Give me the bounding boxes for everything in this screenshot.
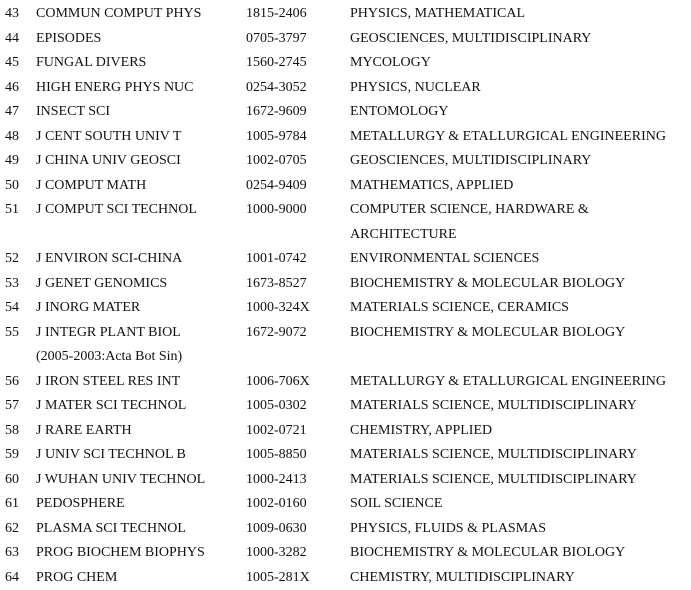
- journal-category: SOIL SCIENCE: [350, 496, 443, 511]
- journal-category: BIOCHEMISTRY & MOLECULAR BIOLOGY: [350, 545, 626, 560]
- table-row: [0, 394, 691, 419]
- row-number: 51: [5, 202, 19, 217]
- table-row: [0, 27, 691, 52]
- journal-title: PROG BIOCHEM BIOPHYS: [36, 545, 205, 560]
- journal-issn: 1000-9000: [246, 202, 307, 217]
- row-number: 61: [5, 496, 19, 511]
- journal-title: EPISODES: [36, 30, 102, 46]
- journal-category: MATERIALS SCIENCE, CERAMICS: [350, 300, 569, 315]
- journal-category: ENTOMOLOGY: [350, 104, 449, 119]
- journal-table: [0, 2, 691, 590]
- journal-title: PROG CHEM: [36, 569, 118, 585]
- journal-title: FUNGAL DIVERS: [36, 55, 147, 70]
- journal-issn: 1002-0705: [246, 153, 307, 168]
- journal-category: MATERIALS SCIENCE, MULTIDISCIPLINARY: [350, 398, 637, 413]
- journal-issn: 1000-3282: [246, 545, 307, 560]
- table-row: [0, 174, 691, 199]
- journal-issn: 1000-2413: [246, 471, 307, 487]
- journal-category: ENVIRONMENTAL SCIENCES: [350, 251, 540, 266]
- journal-issn: 1002-0160: [246, 496, 307, 511]
- table-row: [0, 247, 691, 272]
- table-row: [0, 541, 691, 566]
- table-row: [0, 566, 691, 590]
- table-row: [0, 321, 691, 370]
- journal-title: PLASMA SCI TECHNOL: [36, 520, 186, 536]
- journal-title: J COMPUT SCI TECHNOL: [36, 202, 197, 217]
- journal-title: J COMPUT MATH: [36, 177, 147, 193]
- row-number: 53: [5, 275, 19, 291]
- row-number: 55: [5, 324, 19, 340]
- journal-issn: 1815-2406: [246, 6, 307, 21]
- table-row: [0, 443, 691, 468]
- journal-title: HIGH ENERG PHYS NUC: [36, 79, 194, 95]
- journal-title: J INTEGR PLANT BIOL: [36, 324, 181, 340]
- row-number: 58: [5, 422, 19, 438]
- journal-category: COMPUTER SCIENCE, HARDWARE &: [350, 202, 589, 217]
- journal-category: MATHEMATICS, APPLIED: [350, 177, 514, 193]
- journal-category: METALLURGY & ETALLURGICAL ENGINEERING: [350, 373, 666, 389]
- journal-category: MYCOLOGY: [350, 55, 431, 70]
- journal-title: J CENT SOUTH UNIV T: [36, 128, 182, 144]
- row-number: 44: [5, 30, 19, 46]
- table-row: [0, 2, 691, 27]
- row-number: 64: [5, 569, 19, 585]
- table-row: [0, 198, 691, 247]
- journal-category: GEOSCIENCES, MULTIDISCIPLINARY: [350, 30, 592, 46]
- table-row: [0, 419, 691, 444]
- journal-issn: 0705-3797: [246, 30, 307, 46]
- journal-category: CHEMISTRY, APPLIED: [350, 422, 493, 438]
- journal-issn: 1006-706X: [246, 373, 310, 389]
- journal-issn: 1000-324X: [246, 300, 310, 315]
- table-row: [0, 76, 691, 101]
- row-number: 56: [5, 373, 19, 389]
- journal-issn: 1005-0302: [246, 398, 307, 413]
- journal-title: J ENVIRON SCI-CHINA: [36, 251, 183, 266]
- journal-category-continued: ARCHITECTURE: [350, 226, 457, 242]
- journal-issn: 0254-3052: [246, 79, 307, 95]
- row-number: 59: [5, 447, 19, 462]
- table-row: [0, 517, 691, 542]
- journal-title-note: (2005-2003:Acta Bot Sin): [36, 349, 183, 364]
- row-number: 47: [5, 104, 19, 119]
- journal-issn: 1672-9072: [246, 324, 307, 340]
- journal-title: J CHINA UNIV GEOSCI: [36, 153, 181, 168]
- row-number: 49: [5, 153, 19, 168]
- row-number: 43: [5, 6, 19, 21]
- journal-title: J RARE EARTH: [36, 422, 132, 438]
- table-row: [0, 468, 691, 493]
- table-row: [0, 125, 691, 150]
- journal-issn: 1560-2745: [246, 55, 307, 70]
- journal-category: MATERIALS SCIENCE, MULTIDISCIPLINARY: [350, 471, 637, 487]
- journal-category: METALLURGY & ETALLURGICAL ENGINEERING: [350, 128, 666, 144]
- journal-issn: 1001-0742: [246, 251, 307, 266]
- journal-issn: 1673-8527: [246, 275, 307, 291]
- row-number: 46: [5, 79, 19, 95]
- journal-title: COMMUN COMPUT PHYS: [36, 6, 202, 21]
- journal-category: PHYSICS, FLUIDS & PLASMAS: [350, 520, 547, 536]
- journal-title: J WUHAN UNIV TECHNOL: [36, 471, 206, 487]
- journal-category: PHYSICS, MATHEMATICAL: [350, 6, 526, 21]
- journal-category: BIOCHEMISTRY & MOLECULAR BIOLOGY: [350, 275, 626, 291]
- table-row: [0, 296, 691, 321]
- table-row: [0, 51, 691, 76]
- row-number: 48: [5, 128, 19, 144]
- journal-category: PHYSICS, NUCLEAR: [350, 79, 481, 95]
- journal-issn: 1672-9609: [246, 104, 307, 119]
- row-number: 62: [5, 520, 19, 536]
- table-row: [0, 149, 691, 174]
- journal-issn: 0254-9409: [246, 177, 307, 193]
- row-number: 57: [5, 398, 19, 413]
- row-number: 63: [5, 545, 19, 560]
- journal-title: J MATER SCI TECHNOL: [36, 398, 187, 413]
- journal-title: PEDOSPHERE: [36, 496, 125, 511]
- journal-issn: 1005-9784: [246, 128, 307, 144]
- journal-category: CHEMISTRY, MULTIDISCIPLINARY: [350, 569, 575, 585]
- table-row: [0, 100, 691, 125]
- row-number: 54: [5, 300, 19, 315]
- table-row: [0, 370, 691, 395]
- journal-category: GEOSCIENCES, MULTIDISCIPLINARY: [350, 153, 592, 168]
- journal-title: J UNIV SCI TECHNOL B: [36, 447, 186, 462]
- journal-issn: 1005-281X: [246, 569, 310, 585]
- journal-title: J INORG MATER: [36, 300, 141, 315]
- row-number: 50: [5, 177, 19, 193]
- journal-issn: 1002-0721: [246, 422, 307, 438]
- journal-category: MATERIALS SCIENCE, MULTIDISCIPLINARY: [350, 447, 637, 462]
- journal-category: BIOCHEMISTRY & MOLECULAR BIOLOGY: [350, 324, 626, 340]
- row-number: 52: [5, 251, 19, 266]
- journal-title: J IRON STEEL RES INT: [36, 373, 181, 389]
- journal-title: INSECT SCI: [36, 104, 111, 119]
- journal-title: J GENET GENOMICS: [36, 275, 168, 291]
- journal-issn: 1005-8850: [246, 447, 307, 462]
- table-row: [0, 492, 691, 517]
- table-row: [0, 272, 691, 297]
- journal-issn: 1009-0630: [246, 520, 307, 536]
- row-number: 45: [5, 55, 19, 70]
- row-number: 60: [5, 471, 19, 487]
